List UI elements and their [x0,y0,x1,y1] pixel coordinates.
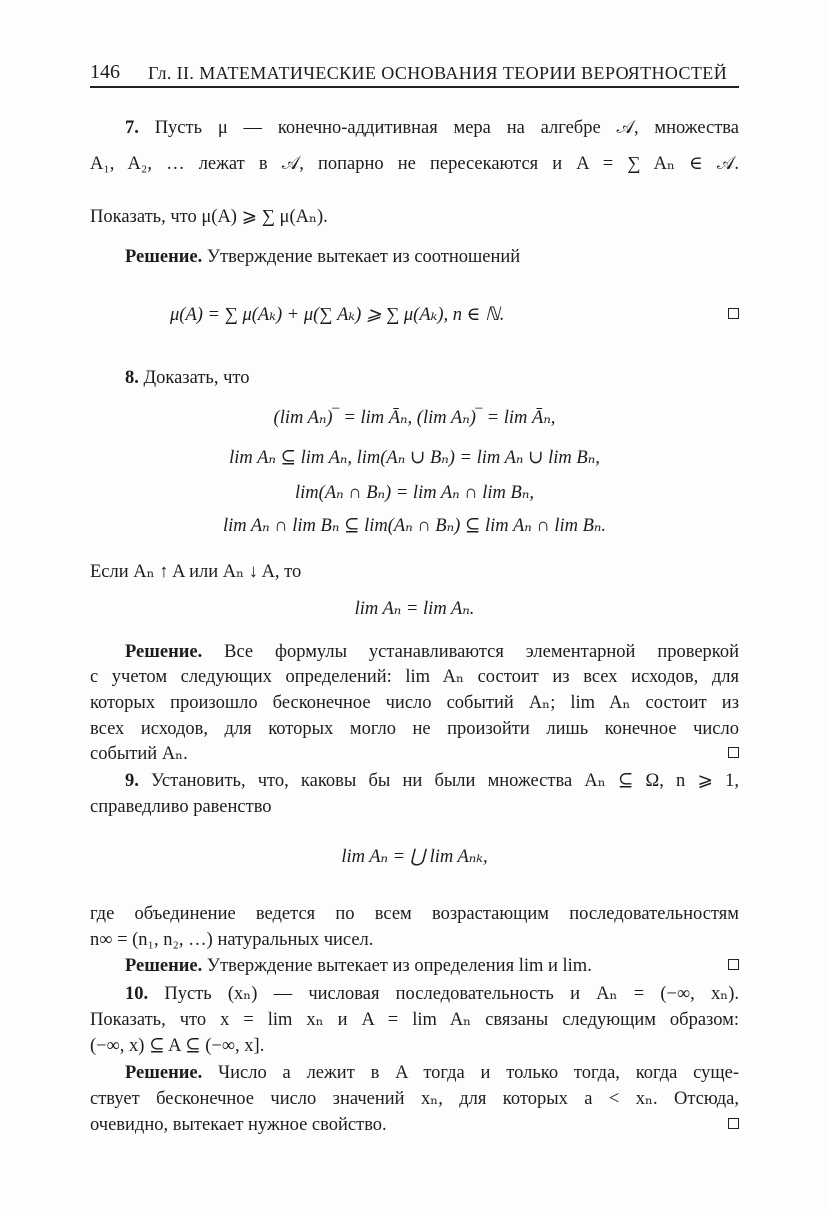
qed-mark [728,747,739,758]
problem-9-line-2: справедливо равенство [90,797,272,817]
problem-9-line-4: n∞ = (n₁, n₂, …) натуральных чисел. [90,930,374,950]
problem-9-line-1 [90,769,739,793]
problem-9-formula: lim Aₙ = ⋃ lim Aₙₖ, [341,847,488,867]
problem-10-solution-line-1 [90,1061,739,1085]
solution-label: Решение. [125,1063,203,1083]
problem-8-solution-line-2: с учетом следующих определений: lim Aₙ состоит из всех исходов, для [90,667,739,687]
problem-10-solution-line-2: ствует бесконечное число значений xₙ, для которых a < xₙ. Отсюда, [90,1089,739,1109]
running-title: Гл. II. МАТЕМАТИЧЕСКИЕ ОСНОВАНИЯ ТЕОРИИ ВЕРОЯТНОСТЕЙ [148,63,728,83]
problem-8-formula-2: lim Aₙ ⊆ lim Aₙ, lim(Aₙ ∪ Bₙ) = lim Aₙ ∪ lim Bₙ, [229,448,600,468]
problem-10-line-1 [90,982,739,1006]
solution-text: событий Aₙ. [90,744,188,764]
solution-label: Решение. [125,956,203,976]
problem-10-number: 10. [125,984,149,1004]
problem-7-line-1 [90,116,739,140]
problem-7-text-1: Пусть μ — конечно-аддитивная мера на алгебре 𝒜, множества [154,118,739,138]
problem-10-line-2: Показать, что x = lim xₙ и A = lim Aₙ связаны следующим образом: [90,1010,739,1030]
problem-10-solution-line-3 [90,1113,739,1137]
solution-text: очевидно, вытекает нужное свойство. [90,1115,387,1135]
solution-label: Решение. [125,642,203,662]
problem-7-solution [90,245,739,269]
problem-10-text-1: Пусть (xₙ) — числовая последовательность и Aₙ = (−∞, xₙ). [164,984,740,1004]
problem-8-text: Доказать, что [143,368,250,388]
problem-8-formula-4: lim Aₙ ∩ lim Bₙ ⊆ lim(Aₙ ∩ Bₙ) ⊆ lim Aₙ ∩ lim Bₙ. [222,516,607,536]
solution-text: Число a лежит в A тогда и только тогда, когда суще- [218,1063,739,1083]
solution-text: Все формулы устанавливаются элементарной проверкой [224,642,740,662]
problem-7-formula: μ(A) = ∑ μ(Aₖ) + μ(∑ Aₖ) ⩾ ∑ μ(Aₖ), n ∈ ℕ. [170,305,505,325]
problem-8-number: 8. [125,368,139,388]
problem-8-solution-line-4: всех исходов, для которых могло не произойти лишь конечное число [90,719,739,739]
problem-8-solution-line-5 [90,742,739,766]
problem-8-condition: Если Aₙ ↑ A или Aₙ ↓ A, то [90,562,302,582]
problem-9-solution [90,954,739,978]
page-number: 146 [90,61,120,83]
problem-8-formula-3: lim(Aₙ ∩ Bₙ) = lim Aₙ ∩ lim Bₙ, [295,483,534,503]
problem-7-number: 7. [125,118,139,138]
qed-mark [728,308,739,319]
problem-8-solution-line-1 [90,640,739,664]
solution-text: Утверждение вытекает из определения lim и lim. [206,956,592,976]
problem-10-line-3: (−∞, x) ⊆ A ⊆ (−∞, x]. [90,1036,265,1056]
problem-8-line-1 [90,366,739,390]
problem-9-number: 9. [125,771,139,791]
solution-label: Решение. [125,247,203,267]
problem-8-formula-1: (lim Aₙ)‾ = lim Āₙ, (lim Aₙ)‾ = lim Āₙ, [273,408,556,428]
problem-8-solution-line-3: которых произошло бесконечное число событий Aₙ; lim Aₙ состоит из [90,693,739,713]
problem-9-line-3: где объединение ведется по всем возрастающим последовательностям [90,904,739,924]
solution-text: Утверждение вытекает из соотношений [206,247,521,267]
problem-8-formula-5: lim Aₙ = lim Aₙ. [354,599,475,619]
problem-9-text-1: Установить, что, каковы бы ни были множества Aₙ ⊆ Ω, n ⩾ 1, [151,771,740,791]
running-header [90,58,739,88]
problem-7-line-2: A₁, A₂, … лежат в 𝒜, попарно не пересекаются и A = ∑ Aₙ ∈ 𝒜. [90,154,739,174]
problem-7-line-3: Показать, что μ(A) ⩾ ∑ μ(Aₙ). [90,207,328,227]
qed-mark [728,1118,739,1129]
qed-mark [728,959,739,970]
